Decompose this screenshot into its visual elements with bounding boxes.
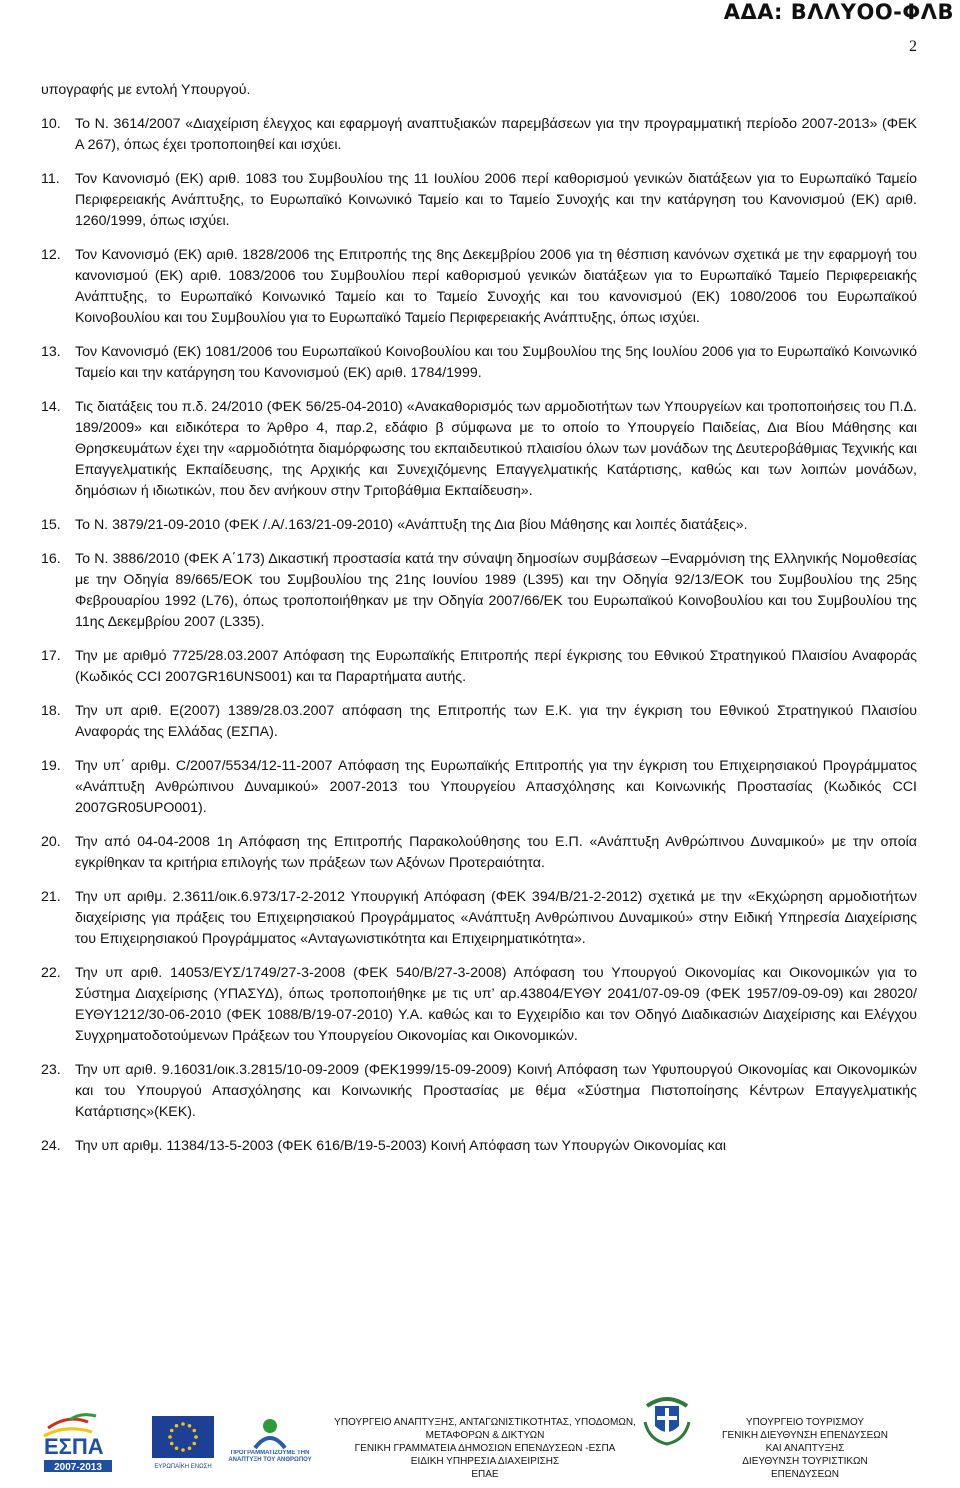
item-text: Την υπ αριθ. 14053/ΕΥΣ/1749/27-3-2008 (ΦΕΚ 540/Β/27-3-2008) Απόφαση του Υπουργού Οικονομίας και Οικονομικών για το Σύστημα Διαχείρισης (ΥΠΑΣΥΔ), όπως τροποποιήθηκε με τις υπ’ αρ.43804/ΕΥΘΥ 2041/07-09-09 (ΦΕΚ 1957/09-09-09) και 28020/ΕΥΘΥ1212/30-06-2010 (ΦΕΚ 1088/Β/19-07-2010) Υ.Α. καθώς και το Εγχειρίδιο και τον Οδηγό Διαδικασιών Διαχείρισης και Ελέγχου Συγχρηματοδοτούμενων Πράξεων του Υπουργείου Οικονομίας και Οικονομικών. xyxy=(75,965,917,1044)
eu-star xyxy=(181,1448,185,1452)
item-number: 13. xyxy=(41,344,61,360)
item-number: 16. xyxy=(41,551,61,567)
item-text: Την υπ αριθμ. 2.3611/οικ.6.973/17-2-2012 Υπουργική Απόφαση (ΦΕΚ 394/Β/21-2-2012) σχετικά με την «Εκχώρηση αρμοδιοτήτων διαχείρισης για πράξεις του Επιχειρησιακού Προγράμματος «Ανάπτυξη Ανθρώπινου Δυναμικού» στην Ειδική Υπηρεσία Διαχείρισης του Επιχειρησιακού Προγράμματος «Ανταγωνιστικότητα και Επιχειρηματικότητα». xyxy=(75,889,917,947)
item-text: Τον Κανονισμό (ΕΚ) 1081/2006 του Ευρωπαϊκού Κοινοβουλίου και του Συμβουλίου της 5ης Ιουλίου 2006 για το Ευρωπαϊκό Κοινωνικό Ταμείο και την κατάργηση του Κανονισμού (ΕΚ) αριθ. 1784/1999. xyxy=(75,344,917,381)
item-text: Την υπ αριθμ. 11384/13-5-2003 (ΦΕΚ 616/Β/19-5-2003) Κοινή Απόφαση των Υπουργών Οικονομίας και xyxy=(75,1138,727,1154)
item-number: 20. xyxy=(41,834,61,850)
item-text: Τις διατάξεις του π.δ. 24/2010 (ΦΕΚ 56/25-04-2010) «Ανακαθορισμός των αρμοδιοτήτων των Υπουργείων και τροποποιήσεις του Π.Δ. 189/2009» και ειδικότερα το Άρθρο 4, παρ.2, εδάφιο β σύμφωνα με το οποίο το Υπουργείο Παιδείας, Δια Βίου Μάθησης και Θρησκευμάτων έχει την «αρμοδιότητα διαμόρφωσης του εκπαιδευτικού πλαισίου όλων των μονάδων της Δευτεροβάθμιας Τεχνικής και Επαγγελματικής Εκπαίδευσης, της Αρχικής και Συνεχιζόμενης Επαγγελματικής Κατάρτισης, καθώς και των λοιπών μονάδων, δημόσιων ή ιδιωτικών, που δεν ανήκουν στην Τριτοβάθμια Εκπαίδευση». xyxy=(75,399,917,499)
eu-star xyxy=(188,1424,192,1428)
list-item xyxy=(41,887,917,950)
item-text: Το Ν. 3614/2007 «Διαχείριση έλεγχος και εφαρμογή αναπτυξιακών παρεμβάσεων για την προγραμματική περίοδο 2007-2013» (ΦΕΚ Α 267), όπως έχει τροποποιηθεί και ισχύει. xyxy=(75,116,917,153)
list-item xyxy=(41,245,917,329)
footer xyxy=(0,1392,960,1488)
item-number: 14. xyxy=(41,399,61,415)
item-number: 24. xyxy=(41,1138,61,1154)
list-item xyxy=(41,397,917,502)
item-text: Τον Κανονισμό (ΕΚ) αριθ. 1828/2006 της Επιτροπής της 8ης Δεκεμβρίου 2006 για τη θέσπιση κανόνων σχετικά με την εφαρμογή του κανονισμού (ΕΚ) αριθ. 1083/2006 του Συμβουλίου περί καθορισμού γενικών διατάξεων για το Ευρωπαϊκό Ταμείο Περιφερειακής Ανάπτυξης, το Ευρωπαϊκό Κοινωνικό Ταμείο και το Ταμείο Συνοχής και του κανονισμού (ΕΚ) 1080/2006 του Ευρωπαϊκού Κοινοβουλίου και του Συμβουλίου για το Ευρωπαϊκό Ταμείο Περιφερειακής Ανάπτυξης, όπως ισχύει. xyxy=(75,247,917,326)
ministry-center-line: ΜΕΤΑΦΟΡΩΝ & ΔΙΚΤΥΩΝ xyxy=(425,1430,545,1441)
eu-star xyxy=(192,1429,196,1433)
list-item xyxy=(41,1136,917,1157)
espa-years: 2007-2013 xyxy=(54,1462,102,1473)
ministry-right-line: ΓΕΝΙΚΗ ΔΙΕΥΘΥΝΣΗ ΕΠΕΝΔΥΣΕΩΝ xyxy=(721,1430,888,1441)
item-text: Τον Κανονισμό (ΕΚ) αριθ. 1083 του Συμβουλίου της 11 Ιουλίου 2006 περί καθορισμού γενικών διατάξεων για το Ευρωπαϊκό Ταμείο Περιφερειακής Ανάπτυξης, το Ευρωπαϊκό Κοινωνικό Ταμείο και το Ταμείο Συνοχής και την κατάργηση του Κανονισμού (ΕΚ) αριθ. 1260/1999, όπως ισχύει. xyxy=(75,171,917,229)
list-item xyxy=(41,515,917,536)
list-item xyxy=(41,832,917,874)
list-item xyxy=(41,646,917,688)
ada-code: ΑΔΑ: ΒΛΛΥΟΟ-ΦΛΒ xyxy=(723,0,954,24)
eu-star xyxy=(188,1446,192,1450)
item-text: Την υπ αριθ. 9.16031/οικ.3.2815/10-09-2009 (ΦΕΚ1999/15-09-2009) Κοινή Απόφαση των Υφυπουργού Οικονομίας και Οικονομικών και του Υπουργού Απασχόλησης και Κοινωνικής Προστασίας με θέμα «Σύστημα Πιστοποίησης Κέντρων Επαγγελματικής Κατάρτισης»(ΚΕΚ). xyxy=(75,1062,917,1120)
list-item xyxy=(41,342,917,384)
list-item xyxy=(41,1060,917,1123)
eu-star xyxy=(175,1424,179,1428)
item-number: 10. xyxy=(41,116,61,132)
ministry-center-line: ΕΙΔΙΚΗ ΥΠΗΡΕΣΙΑ ΔΙΑΧΕΙΡΙΣΗΣ xyxy=(410,1456,560,1467)
ministry-center-line: ΕΠΑΕ xyxy=(471,1469,499,1480)
item-number: 21. xyxy=(41,889,61,905)
laurel-icon xyxy=(647,1399,687,1406)
document-body xyxy=(41,80,917,1170)
item-text: Την με αριθμό 7725/28.03.2007 Απόφαση της Ευρωπαϊκής Επιτροπής περί έγκρισης του Εθνικού Στρατηγικού Πλαισίου Αναφοράς (Κωδικός CCI 2007GR16UNS001) και τα Παραρτήματα αυτής. xyxy=(75,648,917,685)
item-number: 17. xyxy=(41,648,61,664)
eu-star xyxy=(168,1435,172,1439)
item-text: Την υπ΄ αριθμ. C/2007/5534/12-11-2007 Απόφαση της Ευρωπαϊκής Επιτροπής για την έγκριση του Επιχειρησιακού Προγράμματος «Ανάπτυξη Ανθρώπινου Δυναμικού» 2007-2013 του Υπουργείου Απασχόλησης και Κοινωνικής Προστασίας (Κωδικός CCI 2007GR05UPO001). xyxy=(75,758,917,816)
item-number: 12. xyxy=(41,247,61,263)
epanad-text-box xyxy=(227,1450,313,1472)
epanad-text: ΠΡΟΓΡΑΜΜΑΤΙΖΟΥΜΕ ΤΗΝ ΑΝΑΠΤΥΞΗ ΤΟΥ ΑΝΘΡΩΠΟΥ xyxy=(228,1450,312,1463)
ministry-center-block xyxy=(330,1416,640,1481)
espa-swoosh-red xyxy=(48,1419,88,1428)
epanad-head-icon xyxy=(263,1419,277,1433)
eu-star xyxy=(181,1422,185,1426)
intro-line: υπογραφής με εντολή Υπουργού. xyxy=(41,82,251,98)
espa-logo xyxy=(40,1412,140,1482)
eu-caption: ΕΥΡΩΠΑΪΚΗ ΕΝΩΣΗ xyxy=(154,1464,212,1470)
eu-flag-logo xyxy=(150,1402,216,1480)
espa-title: ΕΣΠΑ xyxy=(44,1434,104,1459)
item-text: Το Ν. 3886/2010 (ΦΕΚ Α΄173) Δικαστική προστασία κατά την σύναψη δημοσίων συμβάσεων –Εναρμόνιση της Ελληνικής Νομοθεσίας με την Οδηγία 89/665/ΕΟΚ του Συμβουλίου της 21ης Ιουνίου 1989 (L395) και την Οδηγία 92/13/ΕΟΚ του Συμβουλίου της 25ης Φεβρουαρίου 1992 (L76), όπως τροποποιήθηκαν με την Οδηγία 2007/66/ΕΚ του Ευρωπαϊκού Κοινοβουλίου και του Συμβουλίου της 11ης Δεκεμβρίου 2007 (L335). xyxy=(75,551,917,630)
item-number: 18. xyxy=(41,703,61,719)
eu-star xyxy=(170,1429,174,1433)
legal-basis-list xyxy=(41,114,917,1157)
ministry-right-block xyxy=(690,1416,920,1481)
ministry-center-line: ΥΠΟΥΡΓΕΙΟ ΑΝΑΠΤΥΞΗΣ, ΑΝΤΑΓΩΝΙΣΤΙΚΟΤΗΤΑΣ, ΥΠΟΔΟΜΩΝ, xyxy=(334,1417,636,1428)
eu-star xyxy=(194,1435,198,1439)
ministry-right-line: ΚΑΙ ΑΝΑΠΤΥΞΗΣ xyxy=(765,1443,845,1454)
ministry-right-line: ΕΠΕΝΔΥΣΕΩΝ xyxy=(771,1469,839,1480)
item-number: 15. xyxy=(41,517,61,533)
list-item xyxy=(41,169,917,232)
item-text: Την υπ αριθ. Ε(2007) 1389/28.03.2007 απόφαση της Επιτροπής των Ε.Κ. για την έγκριση του Εθνικού Στρατηγικού Πλαισίου Αναφοράς της Ελλάδας (ΕΣΠΑ). xyxy=(75,703,917,740)
ministry-right-line: ΥΠΟΥΡΓΕΙΟ ΤΟΥΡΙΣΜΟΥ xyxy=(745,1417,865,1428)
item-text: Το Ν. 3879/21-09-2010 (ΦΕΚ /.Α/.163/21-09-2010) «Ανάπτυξη της Δια βίου Μάθησης και λοιπές διατάξεις». xyxy=(75,517,748,533)
page-number: 2 xyxy=(909,38,917,55)
eu-star xyxy=(175,1446,179,1450)
ministry-center-line: ΓΕΝΙΚΗ ΓΡΑΜΜΑΤΕΙΑ ΔΗΜΟΣΙΩΝ ΕΠΕΝΔΥΣΕΩΝ -ΕΣΠΑ xyxy=(354,1443,616,1454)
list-item xyxy=(41,549,917,633)
eu-star xyxy=(192,1442,196,1446)
epanad-logo xyxy=(225,1414,315,1474)
list-item xyxy=(41,963,917,1047)
cross-horizontal xyxy=(657,1416,677,1420)
list-item xyxy=(41,756,917,819)
item-number: 11. xyxy=(41,171,60,187)
list-item xyxy=(41,114,917,156)
item-text: Την από 04-04-2008 1η Απόφαση της Επιτροπής Παρακολούθησης του Ε.Π. «Ανάπτυξη Ανθρώπινου Δυναμικού» με την οποία εγκρίθηκαν τα κριτήρια επιλογής των πράξεων των Αξόνων Προτεραιότητα. xyxy=(75,834,917,871)
greek-coat-of-arms-icon xyxy=(641,1392,693,1446)
item-number: 19. xyxy=(41,758,61,774)
list-item xyxy=(41,701,917,743)
ministry-right-line: ΔΙΕΥΘΥΝΣΗ ΤΟΥΡΙΣΤΙΚΩΝ xyxy=(742,1456,868,1467)
item-number: 22. xyxy=(41,965,61,981)
item-number: 23. xyxy=(41,1062,61,1078)
eu-star xyxy=(170,1442,174,1446)
epanad-arms-icon xyxy=(255,1438,285,1448)
